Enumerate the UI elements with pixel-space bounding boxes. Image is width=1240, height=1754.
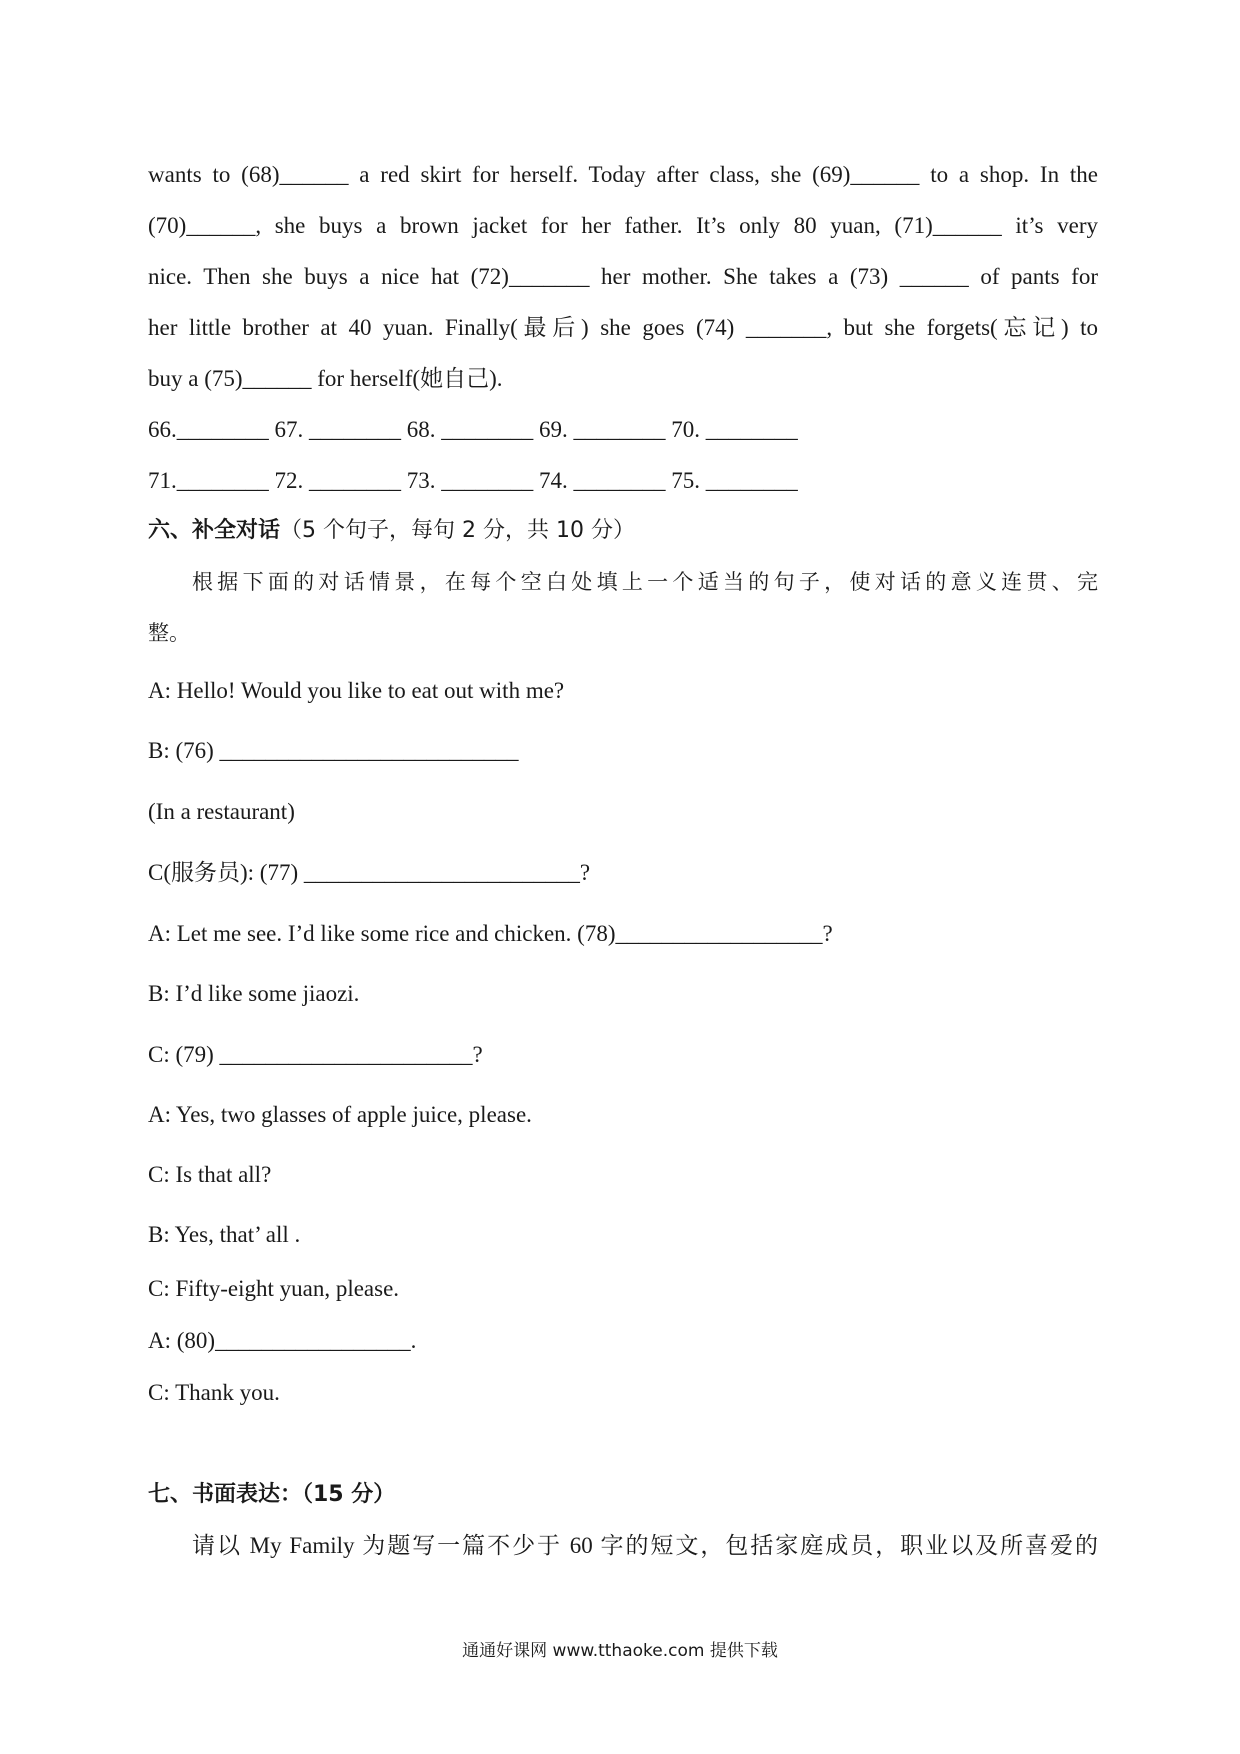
dialogue-line: A: Let me see. I’d like some rice and chicken. (78)__________________? bbox=[148, 921, 833, 946]
passage-line: her little brother at 40 yuan. Finally(最后) she goes (74) _______, but she forgets(忘记) to bbox=[148, 315, 1098, 340]
passage-line: buy a (75)______ for herself(她自己). bbox=[148, 366, 503, 391]
dialogue-line: C: (79) ______________________? bbox=[148, 1042, 483, 1067]
dialogue-line: C: Fifty-eight yuan, please. bbox=[148, 1276, 400, 1301]
answer-row: 66.________ 67. ________ 68. ________ 69. ________ 70. ________ bbox=[148, 417, 798, 442]
section6-heading bbox=[148, 516, 1098, 546]
dialogue-line: B: Yes, that’ all . bbox=[148, 1222, 301, 1247]
page-footer: 通通好课网 www.tthaoke.com 提供下载 bbox=[462, 1641, 778, 1661]
dialogue-line: C: Is that all? bbox=[148, 1162, 272, 1187]
section6-instruction: 根据下面的对话情景，在每个空白处填上一个适当的句子，使对话的意义连贯、完 bbox=[192, 570, 1098, 594]
section6-title: 六、补全对话 bbox=[148, 518, 281, 543]
passage-line: wants to (68)______ a red skirt for herself. Today after class, she (69)______ to a shop. In the bbox=[148, 162, 1098, 187]
answer-row: 71.________ 72. ________ 73. ________ 74. ________ 75. ________ bbox=[148, 468, 798, 493]
dialogue-line: A: (80)_________________. bbox=[148, 1328, 417, 1353]
passage-line: (70)______, she buys a brown jacket for her father. It’s only 80 yuan, (71)______ it’s very bbox=[148, 213, 1098, 238]
dialogue-line: A: Yes, two glasses of apple juice, please. bbox=[148, 1102, 532, 1127]
dialogue-line: C: Thank you. bbox=[148, 1380, 280, 1405]
dialogue-line: B: (76) __________________________ bbox=[148, 738, 519, 763]
dialogue-line: C(服务员): (77) ________________________? bbox=[148, 860, 591, 885]
passage-line: nice. Then she buys a nice hat (72)_______ her mother. She takes a (73) ______ of pants for bbox=[148, 264, 1098, 289]
section6-instruction: 整。 bbox=[148, 621, 190, 645]
dialogue-line: B: I’d like some jiaozi. bbox=[148, 981, 360, 1006]
section7-instruction: 请以 My Family 为题写一篇不少于 60 字的短文，包括家庭成员，职业以及所喜爱的 bbox=[192, 1533, 1098, 1558]
dialogue-line: (In a restaurant) bbox=[148, 799, 295, 824]
section7-heading: 七、书面表达：（15 分） bbox=[148, 1482, 396, 1507]
dialogue-line: A: Hello! Would you like to eat out with me? bbox=[148, 678, 565, 703]
section6-scoring: （5 个句子，每句 2 分，共 10 分） bbox=[280, 518, 635, 543]
